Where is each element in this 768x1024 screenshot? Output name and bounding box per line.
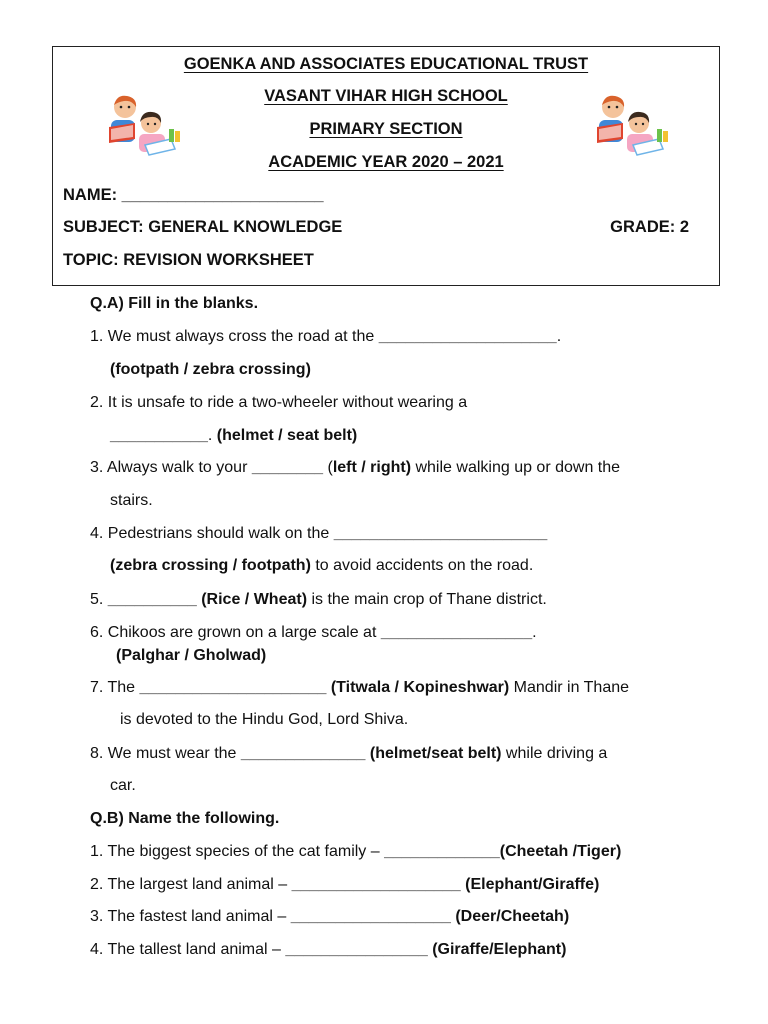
answer-blank: ________________ (Giraffe/Elephant) bbox=[285, 941, 567, 958]
answer-blank: __________________ (Deer/Cheetah) bbox=[290, 908, 570, 925]
question-4-options: (zebra crossing / footpath) bbox=[110, 557, 311, 574]
topic-label: TOPIC: REVISION WORKSHEET bbox=[63, 251, 314, 269]
answer-blank: ________ bbox=[251, 459, 324, 476]
question-3-cont: stairs. bbox=[110, 492, 153, 509]
subject-label: SUBJECT: GENERAL KNOWLEDGE bbox=[63, 218, 343, 236]
academic-year: ACADEMIC YEAR 2020 – 2021 bbox=[268, 153, 504, 171]
section-name: PRIMARY SECTION bbox=[309, 120, 463, 138]
list-item: 3. The fastest land animal – __________________ (Deer/Cheetah) bbox=[90, 908, 570, 925]
answer-blank: ___________________ (Elephant/Giraffe) bbox=[291, 876, 600, 893]
question-6: 6. Chikoos are grown on a large scale at _________________. bbox=[90, 624, 537, 641]
question-3: 3. Always walk to your ________ (left / right) while walking up or down the bbox=[90, 459, 621, 476]
section-a-title: Q.A) Fill in the blanks. bbox=[90, 295, 259, 312]
answer-blank: _____________________ bbox=[139, 679, 327, 696]
name-field: NAME: ______________________ bbox=[63, 186, 324, 204]
answer-blank: _________________ bbox=[380, 624, 533, 641]
answer-blank: ______________ bbox=[240, 745, 366, 762]
question-1-options: (footpath / zebra crossing) bbox=[110, 361, 311, 378]
question-5-options: (Rice / Wheat) bbox=[196, 591, 308, 608]
answer-blank: ___________ bbox=[110, 427, 208, 444]
answer-blank: __________ bbox=[107, 591, 197, 608]
trust-name: GOENKA AND ASSOCIATES EDUCATIONAL TRUST bbox=[183, 55, 589, 73]
answer-blank: _____________(Cheetah /Tiger) bbox=[384, 843, 622, 860]
question-4: 4. Pedestrians should walk on the ________________________ bbox=[90, 525, 548, 542]
question-5: 5. __________ (Rice / Wheat) is the main crop of Thane district. bbox=[90, 591, 547, 608]
section-b-title: Q.B) Name the following. bbox=[90, 810, 280, 827]
question-3-options: left / right) bbox=[332, 459, 412, 476]
question-7-options: (Titwala / Kopineshwar) bbox=[326, 679, 510, 696]
question-8-options: (helmet/seat belt) bbox=[365, 745, 502, 762]
question-7: 7. The _____________________ (Titwala / Kopineshwar) Mandir in Thane bbox=[90, 679, 630, 696]
list-item: 2. The largest land animal – ___________________ (Elephant/Giraffe) bbox=[90, 876, 600, 893]
list-item: 4. The tallest land animal – ________________ (Giraffe/Elephant) bbox=[90, 941, 567, 958]
question-8-cont: car. bbox=[110, 777, 136, 794]
grade-label: GRADE: 2 bbox=[610, 218, 689, 236]
kids-reading-icon bbox=[105, 93, 183, 163]
question-2: 2. It is unsafe to ride a two-wheeler without wearing a bbox=[90, 394, 468, 411]
question-7-cont: is devoted to the Hindu God, Lord Shiva. bbox=[120, 711, 409, 728]
school-name: VASANT VIHAR HIGH SCHOOL bbox=[264, 87, 508, 105]
question-2-options: (helmet / seat belt) bbox=[216, 427, 358, 444]
kids-reading-icon bbox=[593, 93, 671, 163]
list-item: 1. The biggest species of the cat family – _____________(Cheetah /Tiger) bbox=[90, 843, 622, 860]
question-4-cont: (zebra crossing / footpath) to avoid accidents on the road. bbox=[110, 557, 534, 574]
question-8: 8. We must wear the ______________ (helmet/seat belt) while driving a bbox=[90, 745, 608, 762]
answer-blank: ________________________ bbox=[333, 525, 548, 542]
question-6-options: (Palghar / Gholwad) bbox=[116, 647, 267, 664]
header-box bbox=[52, 46, 720, 286]
question-1: 1. We must always cross the road at the ____________________. bbox=[90, 328, 562, 345]
question-2-cont: ___________. (helmet / seat belt) bbox=[110, 427, 358, 444]
answer-blank: ____________________ bbox=[378, 328, 557, 345]
